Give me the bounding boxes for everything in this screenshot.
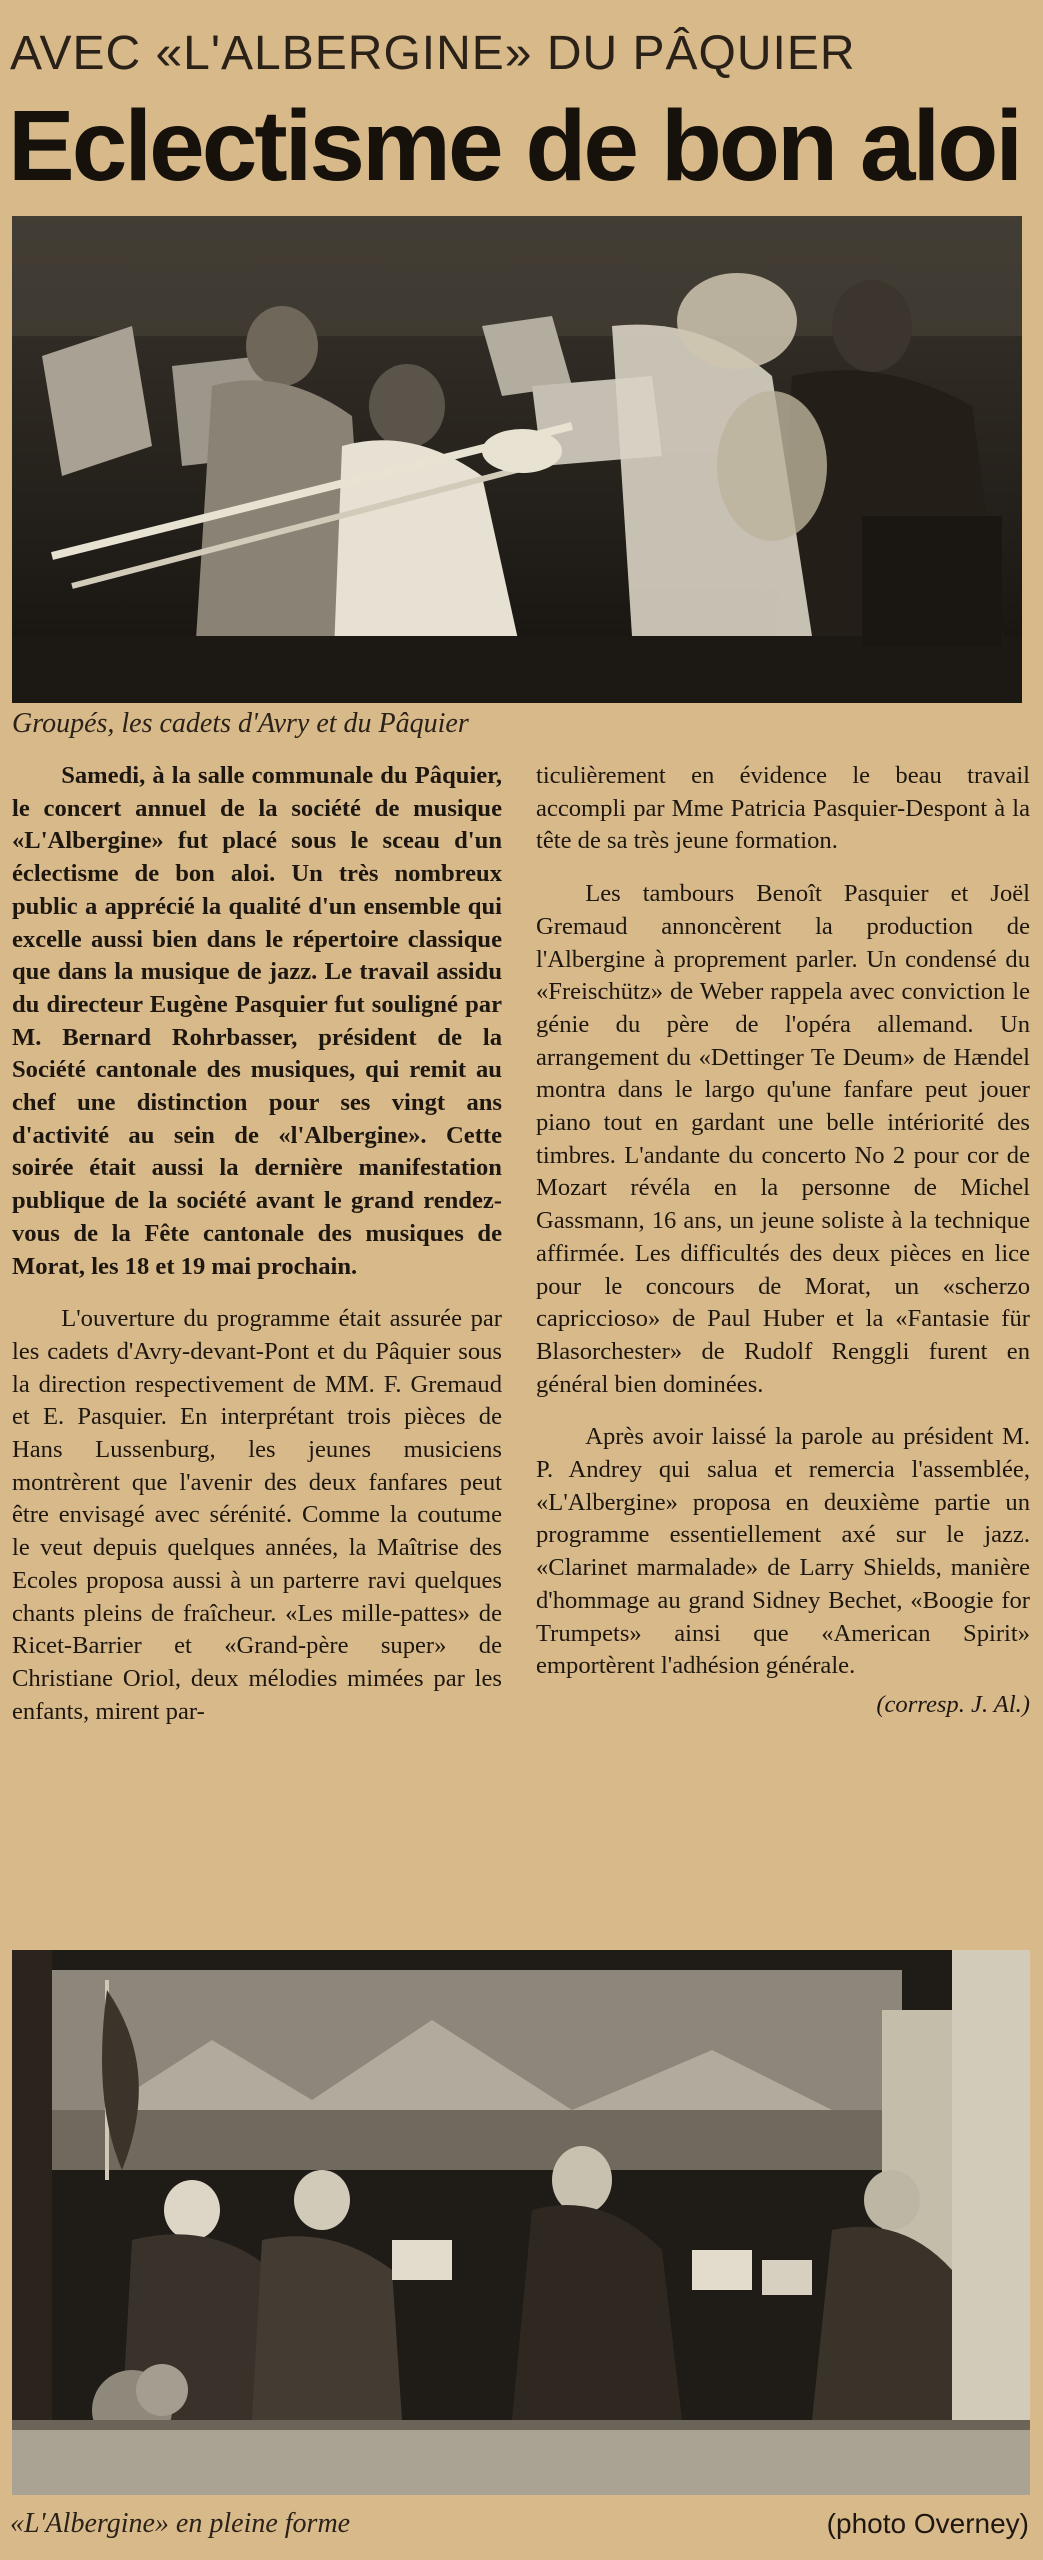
photo-credit: (photo Overney) bbox=[826, 2508, 1029, 2539]
photo2-caption: «L'Albergine» en pleine forme bbox=[10, 2508, 351, 2539]
body-paragraph: ticulièrement en évidence le beau travail accompli par Mme Patricia Pasquier-Despont à la tête de sa très jeune formation. bbox=[536, 762, 1030, 855]
author-signature: (corresp. J. Al.) bbox=[876, 1690, 1030, 1718]
photo1-caption: Groupés, les cadets d'Avry et du Pâquier bbox=[12, 708, 469, 739]
body-paragraph: L'ouverture du programme était assurée par les cadets d'Avry-devant-Pont et du Pâquier sous la direction respectivement de MM. F. Gremaud et E. Pasquier. En interprétant trois pièces de Hans Lussenburg, les jeunes musiciens montrèrent que l'avenir des deux fanfares peut être envisagé avec sérénité. Comme la coutume le veut depuis quelques années, la Maîtrise des Ecoles proposa aussi à un parterre ravi quelques chants pleins de fraîcheur. «Les mille-pattes» de Ricet-Barrier et «Grand-père super» de Christiane Oriol, deux mélodies mimées par les enfants, mirent par- bbox=[12, 1305, 502, 1725]
body-paragraph: Les tambours Benoît Pasquier et Joël Gremaud annoncèrent la production de l'Albergine à proprement parler. Un condensé du «Freischütz» de Weber rappela avec conviction le génie du père de l'opéra allemand. Un arrangement du «Dettinger Te Deum» de Hændel montra dans le largo qu'une fanfare peut jouer piano tout en gardant une belle intériorité des timbres. L'andante du concerto No 2 pour cor de Mozart révéla en la personne de Michel Gassmann, 16 ans, un jeune soliste à la technique affirmée. Les difficultés des deux pièces en lice pour le concours de Morat, un «scherzo capriccioso» de Paul Huber et la «Fantasie für Blasorchester» de Rudolf Renggli furent en général bien dominées. bbox=[536, 880, 1030, 1398]
photo-cadets-band bbox=[12, 216, 1022, 703]
body-paragraph: Après avoir laissé la parole au président M. P. Andrey qui salua et remercia l'assemblée, «L'Albergine» proposa en deuxième partie un programme essentiellement axé sur le jazz. «Clarinet marmalade» de Larry Shields, manière d'hommage au grand Sidney Bechet, «Boogie for Trumpets» ainsi que «American Spirit» emportèrent l'adhésion générale. bbox=[536, 1423, 1030, 1680]
article-column-2 bbox=[536, 760, 1030, 1722]
lead-paragraph: Samedi, à la salle communale du Pâquier, le concert annuel de la société de musique «L'Albergine» fut placé sous le sceau d'un éclectisme de bon aloi. Un très nombreux public a apprécié la qualité d'un ensemble qui excelle aussi bien dans le répertoire classique que dans la musique de jazz. Le travail assidu du directeur Eugène Pasquier fut souligné par M. Bernard Rohrbasser, président de la Société cantonale des musiques, qui remit au chef une distinction pour ses vingt ans d'activité au sein de «l'Albergine». Cette soirée était aussi la dernière manifestation publique de la société avant le grand rendez-vous de la Fête cantonale des musiques de Morat, les 18 et 19 mai prochain. bbox=[12, 762, 502, 1280]
article-kicker: AVEC «L'ALBERGINE» DU PÂQUIER bbox=[10, 27, 856, 80]
article-column-1 bbox=[12, 760, 502, 1728]
article-headline: Eclectisme de bon aloi bbox=[8, 90, 1021, 202]
photo-albergine-concert bbox=[12, 1950, 1030, 2495]
